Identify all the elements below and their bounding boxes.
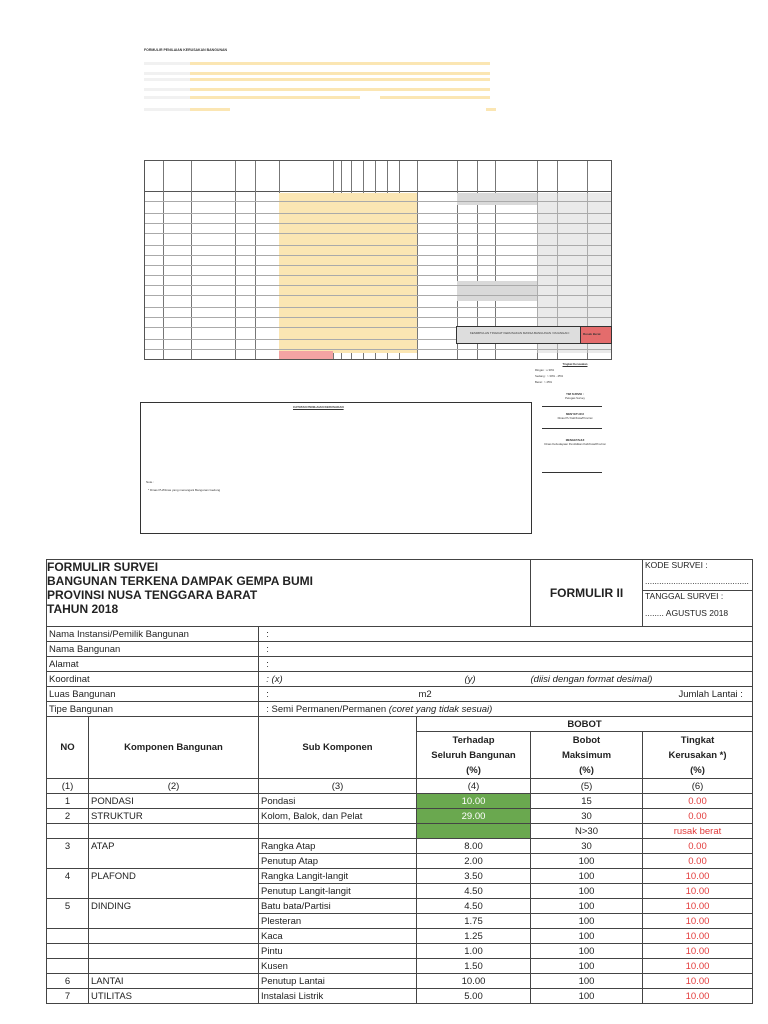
mini-field (190, 72, 490, 75)
row-no (47, 929, 89, 944)
row-tingkat[interactable]: 10.00 (643, 899, 753, 914)
form-title-line4: TAHUN 2018 (47, 602, 119, 616)
bobot-header: BOBOT (417, 717, 753, 732)
row-sub-komponen: Batu bata/Partisi (259, 899, 417, 914)
info-row-tipe: Tipe Bangunan : Semi Permanen/Permanen (coret yang tidak sesuai) (47, 702, 753, 717)
form-title-line1: FORMULIR SURVEI (47, 560, 159, 574)
table-row (47, 794, 753, 809)
col-tingkat-header: Tingkat Kerusakan *) (%) (643, 732, 753, 779)
row-bobot[interactable]: 2.00 (417, 854, 531, 869)
row-bobot[interactable]: 29.00 (417, 809, 531, 824)
mini-summary-box: KESIMPULAN TINGKAT KERUSAKAN MASSA BANGUNAN / RUANGAN : Rusak Berat (456, 326, 612, 344)
table-row (47, 899, 753, 914)
table-row (47, 914, 753, 929)
info-row-luas: Luas Bangunan : m2 Jumlah Lantai : (47, 687, 753, 702)
row-komponen (89, 824, 259, 839)
row-bobot-maks: 30 (531, 809, 643, 824)
bangunan-field[interactable]: : (259, 642, 753, 657)
row-komponen: PLAFOND (89, 869, 259, 884)
mini-form-title: FORMULIR PENILAIAN KERUSAKAN BANGUNAN (144, 48, 228, 52)
row-tingkat[interactable]: 10.00 (643, 914, 753, 929)
row-bobot[interactable]: 10.00 (417, 974, 531, 989)
row-bobot[interactable]: 1.25 (417, 929, 531, 944)
mini-field (190, 88, 490, 91)
mini-field (190, 78, 490, 81)
row-bobot-maks: 100 (531, 899, 643, 914)
row-bobot-maks: 100 (531, 989, 643, 1004)
row-bobot[interactable] (417, 824, 531, 839)
row-bobot-maks: 15 (531, 794, 643, 809)
row-no (47, 914, 89, 929)
row-tingkat[interactable]: 10.00 (643, 959, 753, 974)
mini-label (144, 108, 194, 111)
col-sub-header: Sub Komponen (259, 717, 417, 779)
row-no (47, 944, 89, 959)
row-no (47, 854, 89, 869)
row-tingkat[interactable]: 10.00 (643, 869, 753, 884)
table-row (47, 989, 753, 1004)
row-tingkat[interactable]: 10.00 (643, 929, 753, 944)
row-sub-komponen (259, 824, 417, 839)
row-bobot[interactable]: 8.00 (417, 839, 531, 854)
table-row (47, 974, 753, 989)
row-tingkat[interactable]: 10.00 (643, 884, 753, 899)
tanggal-survei[interactable]: TANGGAL SURVEI : ........ AGUSTUS 2018 (643, 591, 753, 627)
row-sub-komponen: Pondasi (259, 794, 417, 809)
table-row (47, 869, 753, 884)
col-maks-header: Bobot Maksimum (%) (531, 732, 643, 779)
row-komponen: PONDASI (89, 794, 259, 809)
row-no (47, 959, 89, 974)
row-sub-komponen: Penutup Langit-langit (259, 884, 417, 899)
row-sub-komponen: Instalasi Listrik (259, 989, 417, 1004)
row-komponen: ATAP (89, 839, 259, 854)
row-komponen (89, 884, 259, 899)
row-bobot-maks: 100 (531, 869, 643, 884)
row-bobot-maks: 30 (531, 839, 643, 854)
mini-field (380, 96, 490, 99)
info-row-bangunan: Nama Bangunan : (47, 642, 753, 657)
table-row (47, 824, 753, 839)
row-sub-komponen: Rangka Langit-langit (259, 869, 417, 884)
row-komponen: STRUKTUR (89, 809, 259, 824)
row-bobot-maks: 100 (531, 974, 643, 989)
table-row (47, 929, 753, 944)
row-tingkat[interactable]: 10.00 (643, 974, 753, 989)
row-tingkat[interactable]: 10.00 (643, 989, 753, 1004)
row-bobot[interactable]: 4.50 (417, 899, 531, 914)
tipe-field[interactable]: : Semi Permanen/Permanen (coret yang tidak sesuai) (259, 702, 753, 717)
row-komponen: DINDING (89, 899, 259, 914)
column-index-row: (1) (2) (3) (4) (5) (6) (47, 779, 753, 794)
row-bobot-maks: 100 (531, 854, 643, 869)
mini-footnote: * Dinas PU/Dinas yang menangani Bangunan Gedung (148, 488, 221, 492)
row-tingkat[interactable]: 10.00 (643, 944, 753, 959)
mini-form-sheet: FORMULIR PENILAIAN KERUSAKAN BANGUNAN KESIMPULAN TINGKAT KERUSAKAN MASSA BANGUNAN / RUANGAN : Rusak Berat CATATAN PENILAIAN KERUSAKAN Tingkat Kerusakan Ringan : ≤ 30% Sedang : > 30% - 45% Berat : > 45% TIM SURVEI : Petugas Survey MENYETUJUI Dinas PU Kab/Kota/Provinsi MENGETAHUI Dinas Kebudayaan Pendidikan Kab/Kota/Provinsi Note : * Dinas PU/Dinas yang menangani Bangunan Gedung (140, 40, 615, 500)
row-bobot-maks: 100 (531, 914, 643, 929)
mini-field (190, 62, 490, 65)
row-sub-komponen: Penutup Atap (259, 854, 417, 869)
row-komponen: LANTAI (89, 974, 259, 989)
row-no (47, 824, 89, 839)
row-no: 2 (47, 809, 89, 824)
mini-label (144, 72, 194, 75)
mini-note-label: Note : (146, 480, 155, 484)
row-no: 1 (47, 794, 89, 809)
mini-label (144, 62, 194, 65)
info-row-alamat: Alamat : (47, 657, 753, 672)
row-bobot-maks: 100 (531, 884, 643, 899)
table-row (47, 944, 753, 959)
component-rows (47, 794, 753, 1004)
mini-rusak-berat-cell (279, 351, 333, 359)
instansi-field[interactable]: : (259, 627, 753, 642)
row-no: 6 (47, 974, 89, 989)
row-bobot[interactable]: 1.00 (417, 944, 531, 959)
row-bobot[interactable]: 1.50 (417, 959, 531, 974)
table-row (47, 854, 753, 869)
table-row (47, 959, 753, 974)
row-tingkat[interactable]: 0.00 (643, 794, 753, 809)
row-bobot[interactable]: 4.50 (417, 884, 531, 899)
mini-label (144, 78, 194, 81)
mini-table-header (145, 161, 611, 192)
row-no: 4 (47, 869, 89, 884)
row-no: 3 (47, 839, 89, 854)
survey-form-table (46, 559, 753, 1004)
row-tingkat[interactable]: rusak berat (643, 824, 753, 839)
row-komponen (89, 944, 259, 959)
row-bobot-maks: 100 (531, 929, 643, 944)
row-bobot-maks: 100 (531, 944, 643, 959)
row-sub-komponen: Kaca (259, 929, 417, 944)
mini-field (190, 108, 230, 111)
row-no: 5 (47, 899, 89, 914)
table-row (47, 839, 753, 854)
row-komponen: UTILITAS (89, 989, 259, 1004)
row-no (47, 884, 89, 899)
row-sub-komponen: Pintu (259, 944, 417, 959)
col-no-header: NO (47, 717, 89, 779)
row-komponen (89, 914, 259, 929)
row-sub-komponen: Rangka Atap (259, 839, 417, 854)
row-komponen (89, 854, 259, 869)
row-tingkat[interactable]: 0.00 (643, 854, 753, 869)
mini-label (144, 96, 194, 99)
row-tingkat[interactable]: 0.00 (643, 839, 753, 854)
formulir-number: FORMULIR II (531, 560, 643, 627)
row-sub-komponen: Kolom, Balok, dan Pelat (259, 809, 417, 824)
mini-field (486, 108, 496, 111)
mini-field (190, 96, 360, 99)
row-bobot-maks: 100 (531, 959, 643, 974)
row-bobot-maks: N>30 (531, 824, 643, 839)
row-komponen (89, 929, 259, 944)
row-no: 7 (47, 989, 89, 1004)
row-komponen (89, 959, 259, 974)
row-bobot[interactable]: 1.75 (417, 914, 531, 929)
row-bobot[interactable]: 3.50 (417, 869, 531, 884)
table-row (47, 884, 753, 899)
row-bobot[interactable]: 5.00 (417, 989, 531, 1004)
alamat-field[interactable]: : (259, 657, 753, 672)
col-komponen-header: Komponen Bangunan (89, 717, 259, 779)
mini-notes-box: CATATAN PENILAIAN KERUSAKAN (140, 402, 532, 534)
form-title-line3: PROVINSI NUSA TENGGARA BARAT (47, 588, 258, 602)
koordinat-field[interactable]: : (x) (y) (diisi dengan format desimal) (259, 672, 753, 687)
row-bobot[interactable]: 10.00 (417, 794, 531, 809)
kode-survei[interactable]: KODE SURVEI : ............................................ (643, 560, 753, 591)
table-row (47, 809, 753, 824)
row-sub-komponen: Kusen (259, 959, 417, 974)
col-terhadap-header: Terhadap Seluruh Bangunan (%) (417, 732, 531, 779)
mini-label (144, 88, 194, 91)
row-sub-komponen: Plesteran (259, 914, 417, 929)
form-title-line2: BANGUNAN TERKENA DAMPAK GEMPA BUMI (47, 574, 313, 588)
row-sub-komponen: Penutup Lantai (259, 974, 417, 989)
info-row-instansi: Nama Instansi/Pemilik Bangunan : (47, 627, 753, 642)
row-tingkat[interactable]: 0.00 (643, 809, 753, 824)
info-row-koordinat: Koordinat : (x) (y) (diisi dengan format desimal) (47, 672, 753, 687)
luas-field[interactable]: : m2 Jumlah Lantai : (259, 687, 753, 702)
